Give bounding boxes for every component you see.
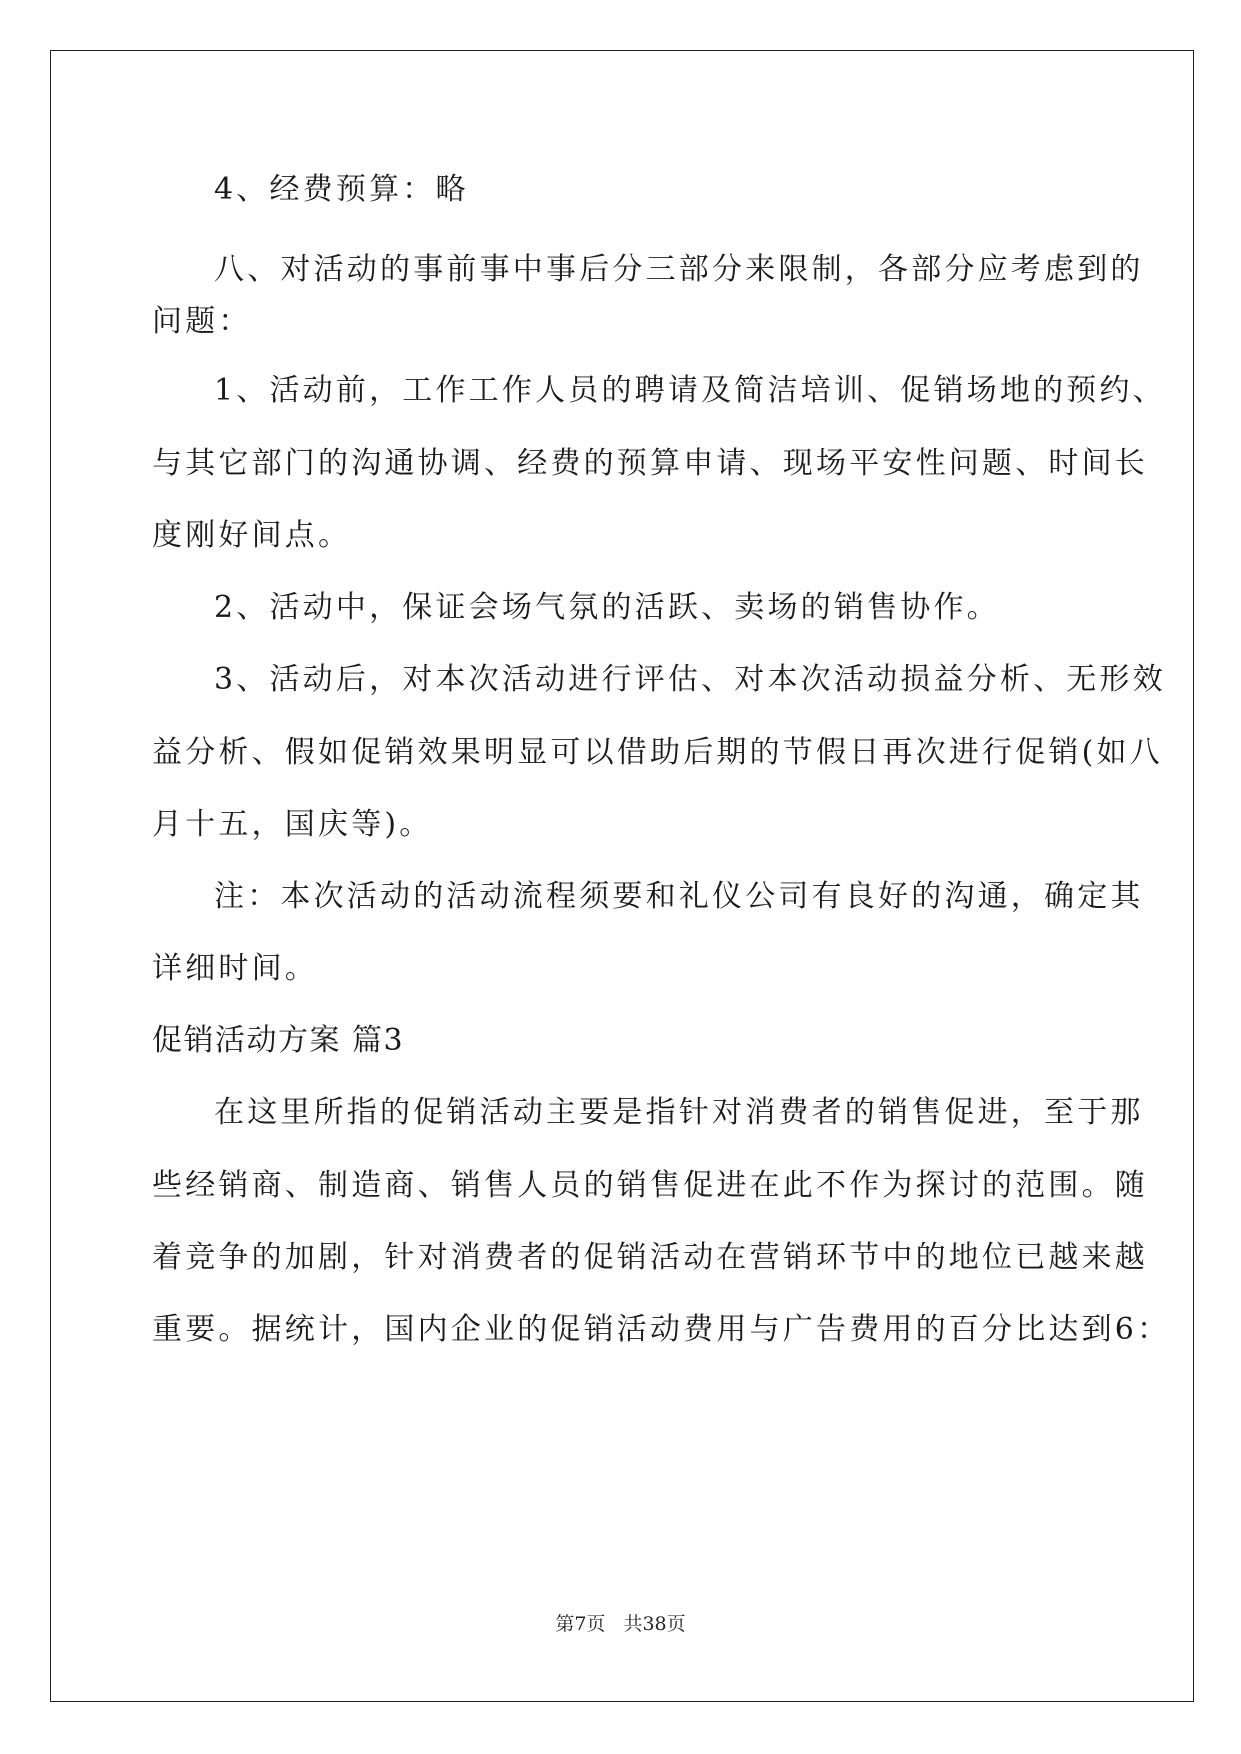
- page-border: [50, 50, 1194, 1702]
- note-line-2: 详细时间。: [152, 951, 318, 986]
- item-1-line-1: 1、活动前，工作工作人员的聘请及简洁培训、促销场地的预约、: [214, 373, 1166, 408]
- page-total: 共38页: [623, 1613, 686, 1635]
- item-3-line-1: 3、活动后，对本次活动进行评估、对本次活动损益分析、无形效: [214, 662, 1166, 697]
- paragraph-line-4: 重要。据统计，国内企业的促销活动费用与广告费用的百分比达到6：: [152, 1312, 1171, 1347]
- note-line-1: 注：本次活动的活动流程须要和礼仪公司有良好的沟通，确定其: [214, 879, 1144, 914]
- paragraph-line-3: 着竞争的加剧，针对消费者的促销活动在营销环节中的地位已越来越: [152, 1240, 1148, 1275]
- section-heading: 促销活动方案 篇3: [152, 1023, 405, 1058]
- item-3-line-3: 月十五，国庆等)。: [152, 807, 433, 842]
- section-eight-heading-cont: 问题：: [152, 304, 252, 339]
- paragraph-line-2: 些经销商、制造商、销售人员的销售促进在此不作为探讨的范围。随: [152, 1168, 1148, 1203]
- page-footer: [0, 1612, 1241, 1636]
- page-number: 第7页: [555, 1613, 606, 1635]
- budget-line: 4、经费预算：略: [214, 172, 469, 207]
- section-eight-heading: 八、对活动的事前事中事后分三部分来限制，各部分应考虑到的: [214, 252, 1144, 287]
- paragraph-line-1: 在这里所指的促销活动主要是指针对消费者的销售促进，至于那: [214, 1095, 1144, 1130]
- item-3-line-2: 益分析、假如促销效果明显可以借助后期的节假日再次进行促销(如八: [152, 735, 1163, 770]
- item-1-line-3: 度刚好间点。: [152, 518, 352, 553]
- item-2-line: 2、活动中，保证会场气氛的活跃、卖场的销售协作。: [214, 590, 1000, 625]
- item-1-line-2: 与其它部门的沟通协调、经费的预算申请、现场平安性问题、时间长: [152, 446, 1148, 481]
